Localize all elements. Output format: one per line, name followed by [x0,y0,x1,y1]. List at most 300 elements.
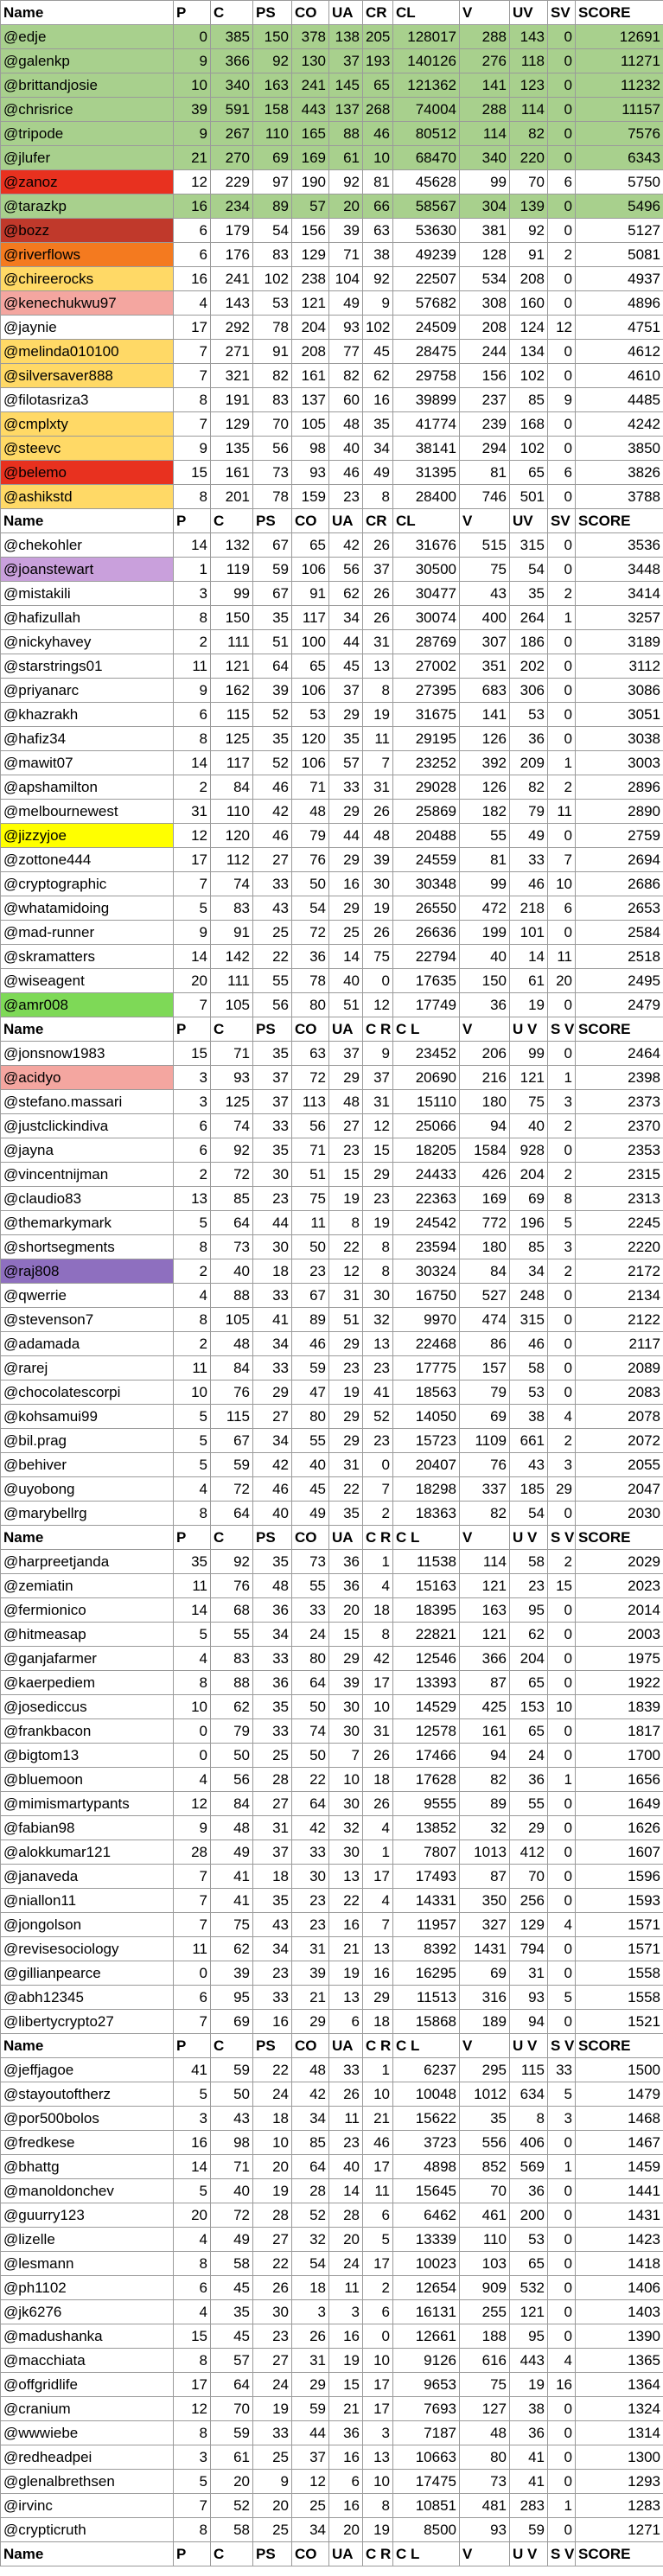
stat-cell: 74 [292,1719,329,1744]
column-header: PS [253,509,292,533]
table-row [1,2324,663,2349]
stat-cell: 19 [329,1187,363,1211]
stat-cell: 1300 [576,2445,663,2470]
stat-cell: 70 [510,1865,548,1889]
stat-cell: 40 [211,1259,253,1284]
column-header: UA [329,509,363,533]
stat-cell: 73 [292,1550,329,1574]
stat-cell: 11 [329,2107,363,2131]
stat-cell: 84 [460,1259,510,1284]
stat-cell: 102 [363,316,393,340]
table-row [1,1138,663,1163]
stat-cell: 30074 [393,606,460,630]
stat-cell: 4898 [393,2155,460,2179]
stat-cell: 6343 [576,146,663,170]
table-row [1,2179,663,2203]
user-name-cell: @lesmann [1,2252,174,2276]
stat-cell: 3723 [393,2131,460,2155]
stat-cell: 38141 [393,437,460,461]
stat-cell: 19 [329,2349,363,2373]
stat-cell: 94 [460,1744,510,1768]
user-name-cell: @revisesociology [1,1937,174,1961]
stat-cell: 46 [253,824,292,848]
stat-cell: 102 [510,364,548,388]
stat-cell: 3414 [576,582,663,606]
stat-cell: 8 [174,2349,211,2373]
stat-cell: 70 [460,2179,510,2203]
stat-cell: 54 [510,1502,548,1526]
stat-cell: 29 [292,2010,329,2034]
stat-cell: 53 [510,703,548,727]
stat-cell: 2 [174,1332,211,1356]
stat-cell: 2083 [576,1380,663,1405]
stat-cell: 24559 [393,848,460,872]
stat-cell: 6 [174,703,211,727]
user-name-cell: @bigtom13 [1,1744,174,1768]
stat-cell: 2896 [576,775,663,800]
stat-cell: 25 [329,921,363,945]
stat-cell: 105 [211,993,253,1017]
table-row [1,316,663,340]
stat-cell: 112 [211,848,253,872]
user-name-cell: @libertycrypto27 [1,2010,174,2034]
stat-cell: 5 [174,1405,211,1429]
stat-cell: 8 [174,485,211,509]
table-row [1,243,663,267]
column-header: CO [292,2542,329,2566]
stat-cell: 6 [174,1138,211,1163]
stat-cell: 5750 [576,170,663,194]
stat-cell: 1441 [576,2179,663,2203]
stat-cell: 4 [174,1477,211,1502]
column-header: UA [329,1,363,25]
stat-cell: 0 [548,291,576,316]
table-row [1,2107,663,2131]
stat-cell: 82 [510,122,548,146]
stat-cell: 11 [174,654,211,679]
stat-cell: 123 [510,73,548,98]
stat-cell: 0 [548,558,576,582]
table-row [1,2155,663,2179]
stat-cell: 22 [253,945,292,969]
stat-cell: 20 [253,2155,292,2179]
stat-cell: 340 [460,146,510,170]
column-header: CO [292,509,329,533]
stat-cell: 1418 [576,2252,663,2276]
stat-cell: 9 [174,1816,211,1840]
stat-cell: 161 [460,1719,510,1744]
stat-cell: 20 [329,2518,363,2542]
stat-cell: 10 [174,1380,211,1405]
stat-cell: 39899 [393,388,460,412]
stat-cell: 40 [329,969,363,993]
stat-cell: 2055 [576,1453,663,1477]
stat-cell: 54 [253,219,292,243]
column-header: CO [292,1526,329,1550]
stat-cell: 0 [548,1308,576,1332]
stat-cell: 8 [174,1502,211,1526]
user-name-cell: @stevenson7 [1,1308,174,1332]
user-name-cell: @brittandjosie [1,73,174,98]
stat-cell: 59 [253,558,292,582]
user-name-cell: @hafizullah [1,606,174,630]
stat-cell: 76 [460,1453,510,1477]
stat-cell: 8 [548,1187,576,1211]
stat-cell: 43 [253,1913,292,1937]
stat-cell: 2584 [576,921,663,945]
stat-cell: 556 [460,2131,510,2155]
stat-cell: 0 [548,2445,576,2470]
stat-cell: 46 [253,1477,292,1502]
stat-cell: 27 [329,1114,363,1138]
stat-cell: 1975 [576,1647,663,1671]
stat-cell: 1431 [460,1937,510,1961]
stat-cell: 24 [253,2082,292,2107]
user-name-cell: @melinda010100 [1,340,174,364]
stat-cell: 53 [510,1380,548,1405]
stat-cell: 0 [363,969,393,993]
stat-cell: 15868 [393,2010,460,2034]
stat-cell: 58 [211,2518,253,2542]
stat-cell: 129 [292,243,329,267]
stat-cell: 35 [253,1889,292,1913]
stat-cell: 16 [174,194,211,219]
stat-cell: 75 [292,1187,329,1211]
stat-cell: 157 [460,1356,510,1380]
stat-cell: 49 [292,1502,329,1526]
stat-cell: 0 [548,194,576,219]
stat-cell: 255 [460,2300,510,2324]
stat-cell: 24433 [393,1163,460,1187]
stat-cell: 50 [211,1744,253,1768]
stat-cell: 64 [292,2155,329,2179]
stat-cell: 366 [211,49,253,73]
stat-cell: 201 [211,485,253,509]
stat-cell: 64 [292,1671,329,1695]
stat-cell: 36 [510,727,548,751]
stat-cell: 37 [253,1840,292,1865]
stat-cell: 115 [510,2058,548,2082]
stat-cell: 27 [253,1405,292,1429]
stat-cell: 169 [292,146,329,170]
stat-cell: 48 [460,2421,510,2445]
table-row [1,1429,663,1453]
table-row [1,848,663,872]
stat-cell: 392 [460,751,510,775]
stat-cell: 9653 [393,2373,460,2397]
stat-cell: 130 [292,49,329,73]
stat-cell: 43 [510,1453,548,1477]
user-name-cell: @tarazkp [1,194,174,219]
stat-cell: 0 [548,1937,576,1961]
table-row [1,1453,663,1477]
stat-cell: 10023 [393,2252,460,2276]
stat-cell: 16 [548,2373,576,2397]
stat-cell: 206 [460,1042,510,1066]
header-row [1,1526,663,1550]
stat-cell: 29 [329,1429,363,1453]
stat-cell: 58 [510,1356,548,1380]
stat-cell: 237 [460,388,510,412]
stat-cell: 40 [510,1114,548,1138]
stat-cell: 150 [211,606,253,630]
stat-cell: 13 [363,654,393,679]
stat-cell: 111 [211,630,253,654]
stat-cell: 128017 [393,25,460,49]
stat-cell: 61 [329,146,363,170]
table-row [1,170,663,194]
column-header: PS [253,2542,292,2566]
stat-cell: 29 [329,1647,363,1671]
stat-cell: 20488 [393,824,460,848]
stat-cell: 2 [548,1114,576,1138]
column-header: UV [510,1,548,25]
table-row [1,1550,663,1574]
stat-cell: 57 [329,751,363,775]
stat-cell: 30 [253,1163,292,1187]
stat-cell: 16131 [393,2300,460,2324]
stat-cell: 20 [329,194,363,219]
stat-cell: 5496 [576,194,663,219]
stat-cell: 1283 [576,2494,663,2518]
stat-cell: 23 [329,1138,363,1163]
stat-cell: 24509 [393,316,460,340]
stat-cell: 1365 [576,2349,663,2373]
column-header: C R [363,2034,393,2058]
stat-cell: 139 [510,194,548,219]
stat-cell: 1 [174,558,211,582]
stat-cell: 0 [548,630,576,654]
stat-cell: 9 [174,679,211,703]
stat-cell: 34 [329,606,363,630]
stat-cell: 1459 [576,2155,663,2179]
stat-cell: 115 [211,1405,253,1429]
stat-cell: 30 [329,1695,363,1719]
stat-cell: 31676 [393,533,460,558]
table-row [1,2518,663,2542]
header-row [1,1017,663,1042]
stat-cell: 80 [460,2445,510,2470]
stat-cell: 58 [510,1550,548,1574]
stat-cell: 169 [460,1187,510,1211]
stat-cell: 56 [253,993,292,1017]
stat-cell: 0 [548,25,576,49]
stat-cell: 0 [548,1865,576,1889]
stat-cell: 2 [174,1163,211,1187]
stat-cell: 44 [292,2421,329,2445]
stat-cell: 22821 [393,1623,460,1647]
user-name-cell: @zemiatin [1,1574,174,1598]
stat-cell: 42 [329,533,363,558]
stat-cell: 17 [363,2373,393,2397]
stat-cell: 53630 [393,219,460,243]
table-row [1,969,663,993]
stat-cell: 1 [548,2494,576,2518]
stat-cell: 22 [253,2058,292,2082]
stat-cell: 37 [253,1090,292,1114]
user-name-cell: @priyanarc [1,679,174,703]
stat-cell: 50 [292,1695,329,1719]
stat-cell: 94 [460,1114,510,1138]
stat-cell: 2078 [576,1405,663,1429]
table-row [1,412,663,437]
column-header: CR [363,509,393,533]
table-row [1,2470,663,2494]
stat-cell: 81 [460,848,510,872]
stat-cell: 205 [363,25,393,49]
stat-cell: 70 [211,2397,253,2421]
stat-cell: 82 [253,364,292,388]
stat-cell: 315 [510,533,548,558]
table-row [1,533,663,558]
stat-cell: 0 [548,2252,576,2276]
user-name-cell: @qwerrie [1,1284,174,1308]
stat-cell: 11271 [576,49,663,73]
stat-cell: 1 [548,1066,576,1090]
stat-cell: 218 [510,896,548,921]
stat-cell: 46 [292,1332,329,1356]
column-header: Name [1,1017,174,1042]
stat-cell: 20 [329,2228,363,2252]
column-header: Name [1,509,174,533]
stat-cell: 80512 [393,122,460,146]
table-row [1,2082,663,2107]
stat-cell: 13 [363,1332,393,1356]
table-row [1,25,663,49]
stat-cell: 1406 [576,2276,663,2300]
stat-cell: 23 [292,1889,329,1913]
column-header: CO [292,1,329,25]
stat-cell: 7693 [393,2397,460,2421]
table-row [1,1187,663,1211]
stat-cell: 42 [292,1816,329,1840]
stat-cell: 52 [253,703,292,727]
column-header: Name [1,1526,174,1550]
stat-cell: 412 [510,1840,548,1865]
stat-cell: 5 [548,1986,576,2010]
stat-cell: 3051 [576,703,663,727]
stat-cell: 474 [460,1308,510,1332]
stat-cell: 909 [460,2276,510,2300]
table-row [1,1598,663,1623]
stat-cell: 59 [510,2518,548,2542]
column-header: Name [1,2542,174,2566]
stat-cell: 8 [329,1211,363,1235]
stat-cell: 3257 [576,606,663,630]
stat-cell: 35 [329,727,363,751]
table-row [1,1937,663,1961]
stat-cell: 40 [329,437,363,461]
stat-cell: 53 [253,291,292,316]
table-row [1,1042,663,1066]
stat-cell: 1584 [460,1138,510,1163]
stat-cell: 67 [292,1284,329,1308]
user-name-cell: @bhattg [1,2155,174,2179]
stat-cell: 1626 [576,1816,663,1840]
stat-cell: 2122 [576,1308,663,1332]
table-row [1,558,663,582]
stat-cell: 35 [253,727,292,751]
stat-cell: 2694 [576,848,663,872]
stat-cell: 34 [253,1332,292,1356]
stat-cell: 1314 [576,2421,663,2445]
stat-cell: 24 [292,1623,329,1647]
user-name-cell: @amr008 [1,993,174,1017]
stat-cell: 1364 [576,2373,663,2397]
stat-cell: 102 [253,267,292,291]
stat-cell: 10 [329,1768,363,1792]
stat-cell: 160 [510,291,548,316]
user-name-cell: @behiver [1,1453,174,1477]
stat-cell: 4610 [576,364,663,388]
column-header: SCORE [576,1,663,25]
table-row [1,2058,663,2082]
column-header: U V [510,1526,548,1550]
stat-cell: 33 [292,1840,329,1865]
table-row [1,679,663,703]
user-name-cell: @hitmeasap [1,1623,174,1647]
stat-cell: 7 [174,2010,211,2034]
stat-cell: 241 [211,267,253,291]
stat-cell: 23 [292,1259,329,1284]
stat-cell: 88 [329,122,363,146]
stat-cell: 2398 [576,1066,663,1090]
stat-cell: 8 [174,2252,211,2276]
table-row [1,1114,663,1138]
stat-cell: 129 [211,412,253,437]
stat-cell: 86 [460,1332,510,1356]
stat-cell: 4937 [576,267,663,291]
stat-cell: 0 [548,412,576,437]
stat-cell: 400 [460,606,510,630]
stat-cell: 1839 [576,1695,663,1719]
column-header: PS [253,1017,292,1042]
stat-cell: 65 [510,1671,548,1695]
stat-cell: 141 [460,73,510,98]
stat-cell: 0 [548,2179,576,2203]
stat-cell: 93 [510,1986,548,2010]
stat-cell: 17 [363,2252,393,2276]
stat-cell: 168 [510,412,548,437]
stat-cell: 2518 [576,945,663,969]
stat-cell: 3189 [576,630,663,654]
stat-cell: 20 [548,969,576,993]
column-header: V [460,1017,510,1042]
stat-cell: 17 [174,848,211,872]
table-row [1,291,663,316]
stat-cell: 137 [329,98,363,122]
stat-cell: 19 [253,2179,292,2203]
stat-cell: 17635 [393,969,460,993]
stat-cell: 45 [329,654,363,679]
stat-cell: 31 [329,1453,363,1477]
stat-cell: 2495 [576,969,663,993]
stat-cell: 36 [329,2421,363,2445]
stat-cell: 0 [548,921,576,945]
stat-cell: 54 [292,2252,329,2276]
stat-cell: 2029 [576,1550,663,1574]
stat-cell: 135 [211,437,253,461]
stat-cell: 99 [510,1042,548,1066]
table-row [1,2252,663,2276]
stat-cell: 31395 [393,461,460,485]
user-name-cell: @chocolatescorpi [1,1380,174,1405]
stat-cell: 9 [174,437,211,461]
stat-cell: 191 [211,388,253,412]
stat-cell: 12691 [576,25,663,49]
stat-cell: 12661 [393,2324,460,2349]
column-header: C L [393,2034,460,2058]
